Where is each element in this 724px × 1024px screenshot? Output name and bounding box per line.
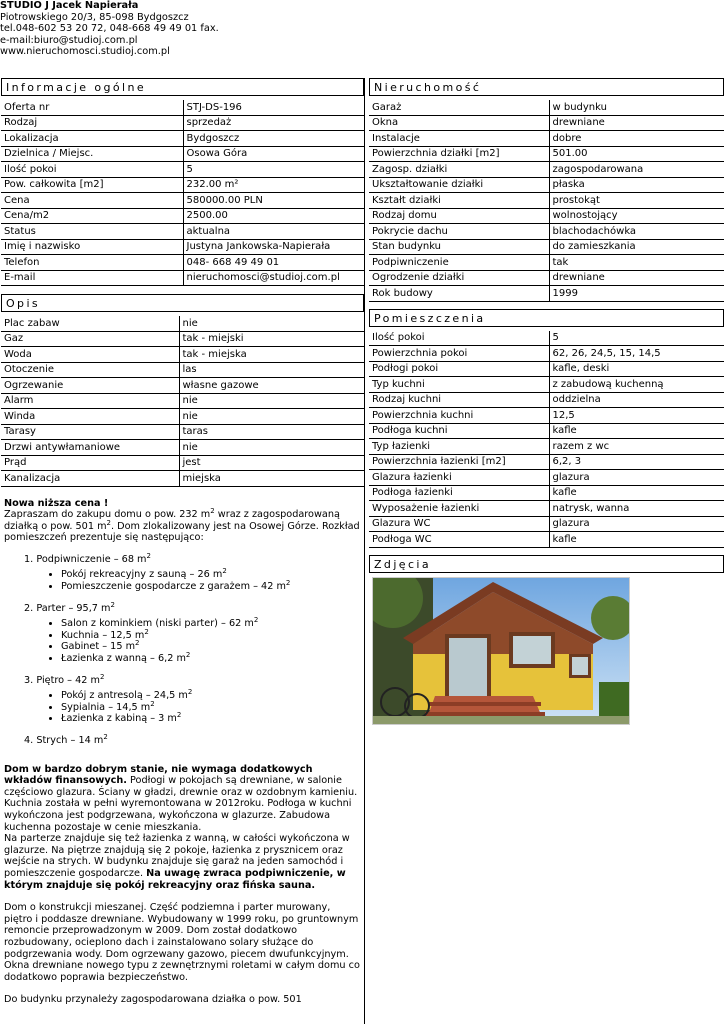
general-info-row bbox=[1, 193, 364, 209]
general-info-label: Ilość pokoi bbox=[1, 162, 183, 178]
feature-value: tak - miejski bbox=[179, 331, 364, 347]
room-value: 5 bbox=[549, 331, 724, 346]
general-info-row bbox=[1, 146, 364, 162]
feature-value: miejska bbox=[179, 471, 364, 487]
section-title-general: Informacje ogólne bbox=[1, 78, 364, 96]
property-row bbox=[369, 286, 724, 302]
property-row bbox=[369, 177, 724, 193]
company-address: Piotrowskiego 20/3, 85-098 Bydgoszcz bbox=[0, 11, 189, 23]
room-item: • Salon z kominkiem (niski parter) – 62 $m^2$ bbox=[61, 618, 361, 630]
room-label: Podłogi pokoi bbox=[369, 361, 549, 377]
description-paragraph-condition: Dom w bardzo dobrym stanie, nie wymaga dodatkowych wkładów finansowych. Podłogi w pokojach są drewniane, w salonie częściowo glazura. Ściany w gładzi, drewnie oraz w ozdobnym kamieniu. Kuchnia została w pełni wyremontowana w 2012roku. Podłoga w kuchni wykończona jest podgrzewana, wykończona w glazurze. Zabudowa kuchenna pozostaje w cenie mieszkania. bbox=[4, 763, 358, 833]
general-info-value: 048- 668 49 49 01 bbox=[183, 255, 364, 271]
room-row bbox=[369, 516, 724, 532]
room-list bbox=[24, 618, 361, 664]
feature-row bbox=[1, 409, 364, 425]
feature-label: Winda bbox=[1, 409, 179, 425]
room-value: kafle bbox=[549, 485, 724, 501]
general-info-label: Imię i nazwisko bbox=[1, 239, 183, 255]
room-list bbox=[24, 690, 361, 725]
general-info-row bbox=[1, 177, 364, 193]
property-value: wolnostojący bbox=[549, 208, 724, 224]
company-phone: tel.048-602 53 20 72, 048-668 49 49 01 fax. bbox=[0, 23, 219, 34]
floor-item: 3. Piętro – 42 $m^2$ • Pokój z antresolą – 24,5 $m^2$ • Sypialnia – 14,5 $m^2$ • Łazienka z kabiną – 3 $m^2$ bbox=[4, 675, 361, 725]
property-label: Powierzchnia działki [m2] bbox=[369, 146, 549, 162]
room-label: Wyposażenie łazienki bbox=[369, 501, 549, 517]
feature-row bbox=[1, 347, 364, 363]
room-row bbox=[369, 439, 724, 455]
general-info-label: Lokalizacja bbox=[1, 131, 183, 147]
room-label: Ilość pokoi bbox=[369, 331, 549, 346]
feature-label: Plac zabaw bbox=[1, 316, 179, 331]
general-info-value: 5 bbox=[183, 162, 364, 178]
property-value: do zamieszkania bbox=[549, 239, 724, 255]
property-value: drewniane bbox=[549, 115, 724, 131]
general-info-label: Dzielnica / Miejsc. bbox=[1, 146, 183, 162]
property-label: Pokrycie dachu bbox=[369, 224, 549, 240]
room-row bbox=[369, 331, 724, 346]
feature-label: Alarm bbox=[1, 393, 179, 409]
general-info-value: STJ-DS-196 bbox=[183, 100, 364, 115]
property-row bbox=[369, 162, 724, 178]
property-label: Kształt działki bbox=[369, 193, 549, 209]
feature-row bbox=[1, 316, 364, 331]
feature-label: Prąd bbox=[1, 455, 179, 471]
property-value: płaska bbox=[549, 177, 724, 193]
property-label: Rok budowy bbox=[369, 286, 549, 302]
room-row bbox=[369, 485, 724, 501]
feature-row bbox=[1, 378, 364, 394]
room-value: 12,5 bbox=[549, 408, 724, 424]
room-label: Glazura łazienki bbox=[369, 470, 549, 486]
property-row bbox=[369, 100, 724, 115]
feature-label: Kanalizacja bbox=[1, 471, 179, 487]
general-info-label: Rodzaj bbox=[1, 115, 183, 131]
property-label: Ogrodzenie działki bbox=[369, 270, 549, 286]
floor-plan-list bbox=[4, 551, 361, 747]
room-row bbox=[369, 392, 724, 408]
room-label: Typ łazienki bbox=[369, 439, 549, 455]
general-info-row bbox=[1, 255, 364, 271]
room-label: Glazura WC bbox=[369, 516, 549, 532]
general-info-row bbox=[1, 100, 364, 115]
room-item: • Pomieszczenie gospodarcze z garażem – 42 $m^2$ bbox=[61, 581, 361, 593]
property-value: drewniane bbox=[549, 270, 724, 286]
general-info-row bbox=[1, 224, 364, 240]
general-info-label: E-mail bbox=[1, 270, 183, 286]
general-info-label: Status bbox=[1, 224, 183, 240]
house-photo-icon[interactable] bbox=[372, 577, 630, 725]
general-info-value: Justyna Jankowska-Napierała bbox=[183, 239, 364, 255]
property-row bbox=[369, 193, 724, 209]
property-label: Instalacje bbox=[369, 131, 549, 147]
property-description bbox=[1, 487, 364, 1006]
room-value: 62, 26, 24,5, 15, 14,5 bbox=[549, 346, 724, 362]
floor-item: 4. Strych – 14 $m^2$ bbox=[24, 733, 108, 746]
property-row bbox=[369, 208, 724, 224]
section-title-photos: Zdjęcia bbox=[369, 555, 724, 573]
property-value: 1999 bbox=[549, 286, 724, 302]
description-paragraph-layout: Na parterze znajduje się też łazienka z wanną, w całości wykończona w glazurze. Na piętrze znajdują się 2 pokoje, łazienka z prysznicem oraz wejście na strych. W budynku znajduje się garaż na jeden samochód i pomieszczenie gospodarcze. Na uwagę zwraca podpiwniczenie, w którym znajduje się pokój rekreacyjny oraz fińska sauna. bbox=[4, 833, 350, 891]
description-intro: Zapraszam do zakupu domu o pow. 232 $m^2$ wraz z zagospodarowaną działką o pow. 501 $m^2$. Dom zlokalizowany jest na Osowej Górze. Rozkład pomieszczeń prezentuje się następująco: bbox=[4, 507, 360, 544]
section-title-property: Nieruchomość bbox=[369, 78, 724, 96]
general-info-label: Cena bbox=[1, 193, 183, 209]
room-item: • Pokój rekreacyjny z sauną – 26 $m^2$ bbox=[61, 569, 361, 581]
room-value: z zabudową kuchenną bbox=[549, 377, 724, 393]
agency-header bbox=[0, 0, 724, 58]
rooms-table bbox=[369, 331, 724, 548]
property-value: blachodachówka bbox=[549, 224, 724, 240]
company-website[interactable]: www.nieruchomosci.studioj.com.pl bbox=[0, 46, 170, 57]
room-item: • Kuchnia – 12,5 $m^2$ bbox=[61, 630, 361, 642]
general-info-label: Cena/m2 bbox=[1, 208, 183, 224]
general-info-label: Oferta nr bbox=[1, 100, 183, 115]
room-row bbox=[369, 346, 724, 362]
description-paragraph-construction: Dom o konstrukcji mieszanej. Część podziemna i parter murowany, piętro i poddasze drewniane. Wybudowany w 1999 roku, po gruntownym remoncie przeprowadzonym w 2009. Dom został dodatkowo rozbudowany, ocieplono dach i zainstalowano solary służące do podgrzewania wody. Dom ogrzewany gazowo, piecem dwufunkcyjnym. Okna drewniane nowego typu z zewnętrznymi roletami w całym domu co dodatkowo poprawia bezpieczeństwo. bbox=[4, 902, 360, 983]
general-info-value: nieruchomosci@studioj.com.pl bbox=[183, 270, 364, 286]
general-info-row bbox=[1, 208, 364, 224]
property-label: Podpiwniczenie bbox=[369, 255, 549, 271]
feature-row bbox=[1, 362, 364, 378]
feature-row bbox=[1, 471, 364, 487]
room-value: kafle, deski bbox=[549, 361, 724, 377]
room-item: • Pokój z antresolą – 24,5 $m^2$ bbox=[61, 690, 361, 702]
room-label: Powierzchnia pokoi bbox=[369, 346, 549, 362]
property-row bbox=[369, 146, 724, 162]
feature-value: taras bbox=[179, 424, 364, 440]
room-value: glazura bbox=[549, 470, 724, 486]
property-label: Rodzaj domu bbox=[369, 208, 549, 224]
room-label: Typ kuchni bbox=[369, 377, 549, 393]
general-info-row bbox=[1, 131, 364, 147]
room-label: Podłoga łazienki bbox=[369, 485, 549, 501]
property-value: zagospodarowana bbox=[549, 162, 724, 178]
room-value: natrysk, wanna bbox=[549, 501, 724, 517]
general-info-value: 580000.00 PLN bbox=[183, 193, 364, 209]
floor-item: 1. Podpiwniczenie – 68 $m^2$ • Pokój rekreacyjny z sauną – 26 $m^2$ • Pomieszczenie gospodarcze z garażem – 42 $m^2$ bbox=[4, 554, 361, 593]
description-paragraph-plot: Do budynku przynależy zagospodarowana działka o pow. 501 bbox=[4, 994, 302, 1006]
company-email[interactable]: e-mail:biuro@studioj.com.pl bbox=[0, 34, 138, 46]
section-title-rooms: Pomieszczenia bbox=[369, 309, 724, 327]
left-column bbox=[1, 78, 365, 1024]
room-row bbox=[369, 501, 724, 517]
general-info-row bbox=[1, 270, 364, 286]
feature-value: nie bbox=[179, 316, 364, 331]
room-item: • Łazienka z wanną – 6,2 $m^2$ bbox=[61, 653, 361, 665]
property-row bbox=[369, 239, 724, 255]
general-info-value: 2500.00 bbox=[183, 208, 364, 224]
right-column bbox=[369, 78, 724, 725]
feature-label: Gaz bbox=[1, 331, 179, 347]
room-value: glazura bbox=[549, 516, 724, 532]
general-info-value: aktualna bbox=[183, 224, 364, 240]
room-item: • Gabinet – 15 $m^2$ bbox=[61, 641, 361, 653]
feature-value: tak - miejska bbox=[179, 347, 364, 363]
room-label: Powierzchnia łazienki [m2] bbox=[369, 454, 549, 470]
general-info-label: Pow. całkowita [m2] bbox=[1, 177, 183, 193]
property-label: Ukształtowanie działki bbox=[369, 177, 549, 193]
feature-label: Otoczenie bbox=[1, 362, 179, 378]
property-value: dobre bbox=[549, 131, 724, 147]
feature-row bbox=[1, 331, 364, 347]
room-row bbox=[369, 377, 724, 393]
property-row bbox=[369, 270, 724, 286]
room-list bbox=[24, 569, 361, 592]
feature-row bbox=[1, 440, 364, 456]
room-label: Podłoga WC bbox=[369, 532, 549, 548]
company-name: STUDIO J Jacek Napierała bbox=[0, 0, 139, 11]
room-value: razem z wc bbox=[549, 439, 724, 455]
property-row bbox=[369, 224, 724, 240]
room-value: 6,2, 3 bbox=[549, 454, 724, 470]
feature-row bbox=[1, 455, 364, 471]
property-value: tak bbox=[549, 255, 724, 271]
general-info-value: 232.00 m² bbox=[183, 177, 364, 193]
property-value: prostokąt bbox=[549, 193, 724, 209]
general-info-table bbox=[1, 100, 364, 286]
room-row bbox=[369, 532, 724, 548]
property-row bbox=[369, 131, 724, 147]
general-info-value: sprzedaż bbox=[183, 115, 364, 131]
property-row bbox=[369, 115, 724, 131]
section-title-opis: Opis bbox=[1, 294, 364, 312]
room-value: oddzielna bbox=[549, 392, 724, 408]
general-info-row bbox=[1, 162, 364, 178]
general-info-label: Telefon bbox=[1, 255, 183, 271]
feature-value: własne gazowe bbox=[179, 378, 364, 394]
general-info-value: Bydgoszcz bbox=[183, 131, 364, 147]
description-headline: Nowa niższa cena ! bbox=[4, 497, 109, 509]
property-label: Zagosp. działki bbox=[369, 162, 549, 178]
features-table bbox=[1, 316, 364, 487]
feature-value: nie bbox=[179, 393, 364, 409]
room-value: kafle bbox=[549, 423, 724, 439]
room-row bbox=[369, 470, 724, 486]
room-row bbox=[369, 408, 724, 424]
feature-value: jest bbox=[179, 455, 364, 471]
property-label: Okna bbox=[369, 115, 549, 131]
property-label: Stan budynku bbox=[369, 239, 549, 255]
feature-label: Woda bbox=[1, 347, 179, 363]
property-value: 501.00 bbox=[549, 146, 724, 162]
feature-label: Ogrzewanie bbox=[1, 378, 179, 394]
feature-label: Drzwi antywłamaniowe bbox=[1, 440, 179, 456]
property-row bbox=[369, 255, 724, 271]
room-label: Powierzchnia kuchni bbox=[369, 408, 549, 424]
feature-value: nie bbox=[179, 440, 364, 456]
feature-label: Tarasy bbox=[1, 424, 179, 440]
room-row bbox=[369, 423, 724, 439]
room-row bbox=[369, 361, 724, 377]
property-table bbox=[369, 100, 724, 302]
general-info-row bbox=[1, 239, 364, 255]
property-label: Garaż bbox=[369, 100, 549, 115]
feature-row bbox=[1, 393, 364, 409]
room-row bbox=[369, 454, 724, 470]
property-value: w budynku bbox=[549, 100, 724, 115]
general-info-value: Osowa Góra bbox=[183, 146, 364, 162]
room-item: • Sypialnia – 14,5 $m^2$ bbox=[61, 702, 361, 714]
feature-value: nie bbox=[179, 409, 364, 425]
floor-item: 2. Parter – 95,7 $m^2$ • Salon z kominkiem (niski parter) – 62 $m^2$ • Kuchnia – 12,5 $m^2$ • Gabinet – 15 $m^2$ • Łazienka z wanną – 6,2 $m^2$ bbox=[4, 603, 361, 665]
room-item: • Łazienka z kabiną – 3 $m^2$ bbox=[61, 713, 361, 725]
feature-row bbox=[1, 424, 364, 440]
room-label: Rodzaj kuchni bbox=[369, 392, 549, 408]
room-value: kafle bbox=[549, 532, 724, 548]
feature-value: las bbox=[179, 362, 364, 378]
room-label: Podłoga kuchni bbox=[369, 423, 549, 439]
general-info-row bbox=[1, 115, 364, 131]
